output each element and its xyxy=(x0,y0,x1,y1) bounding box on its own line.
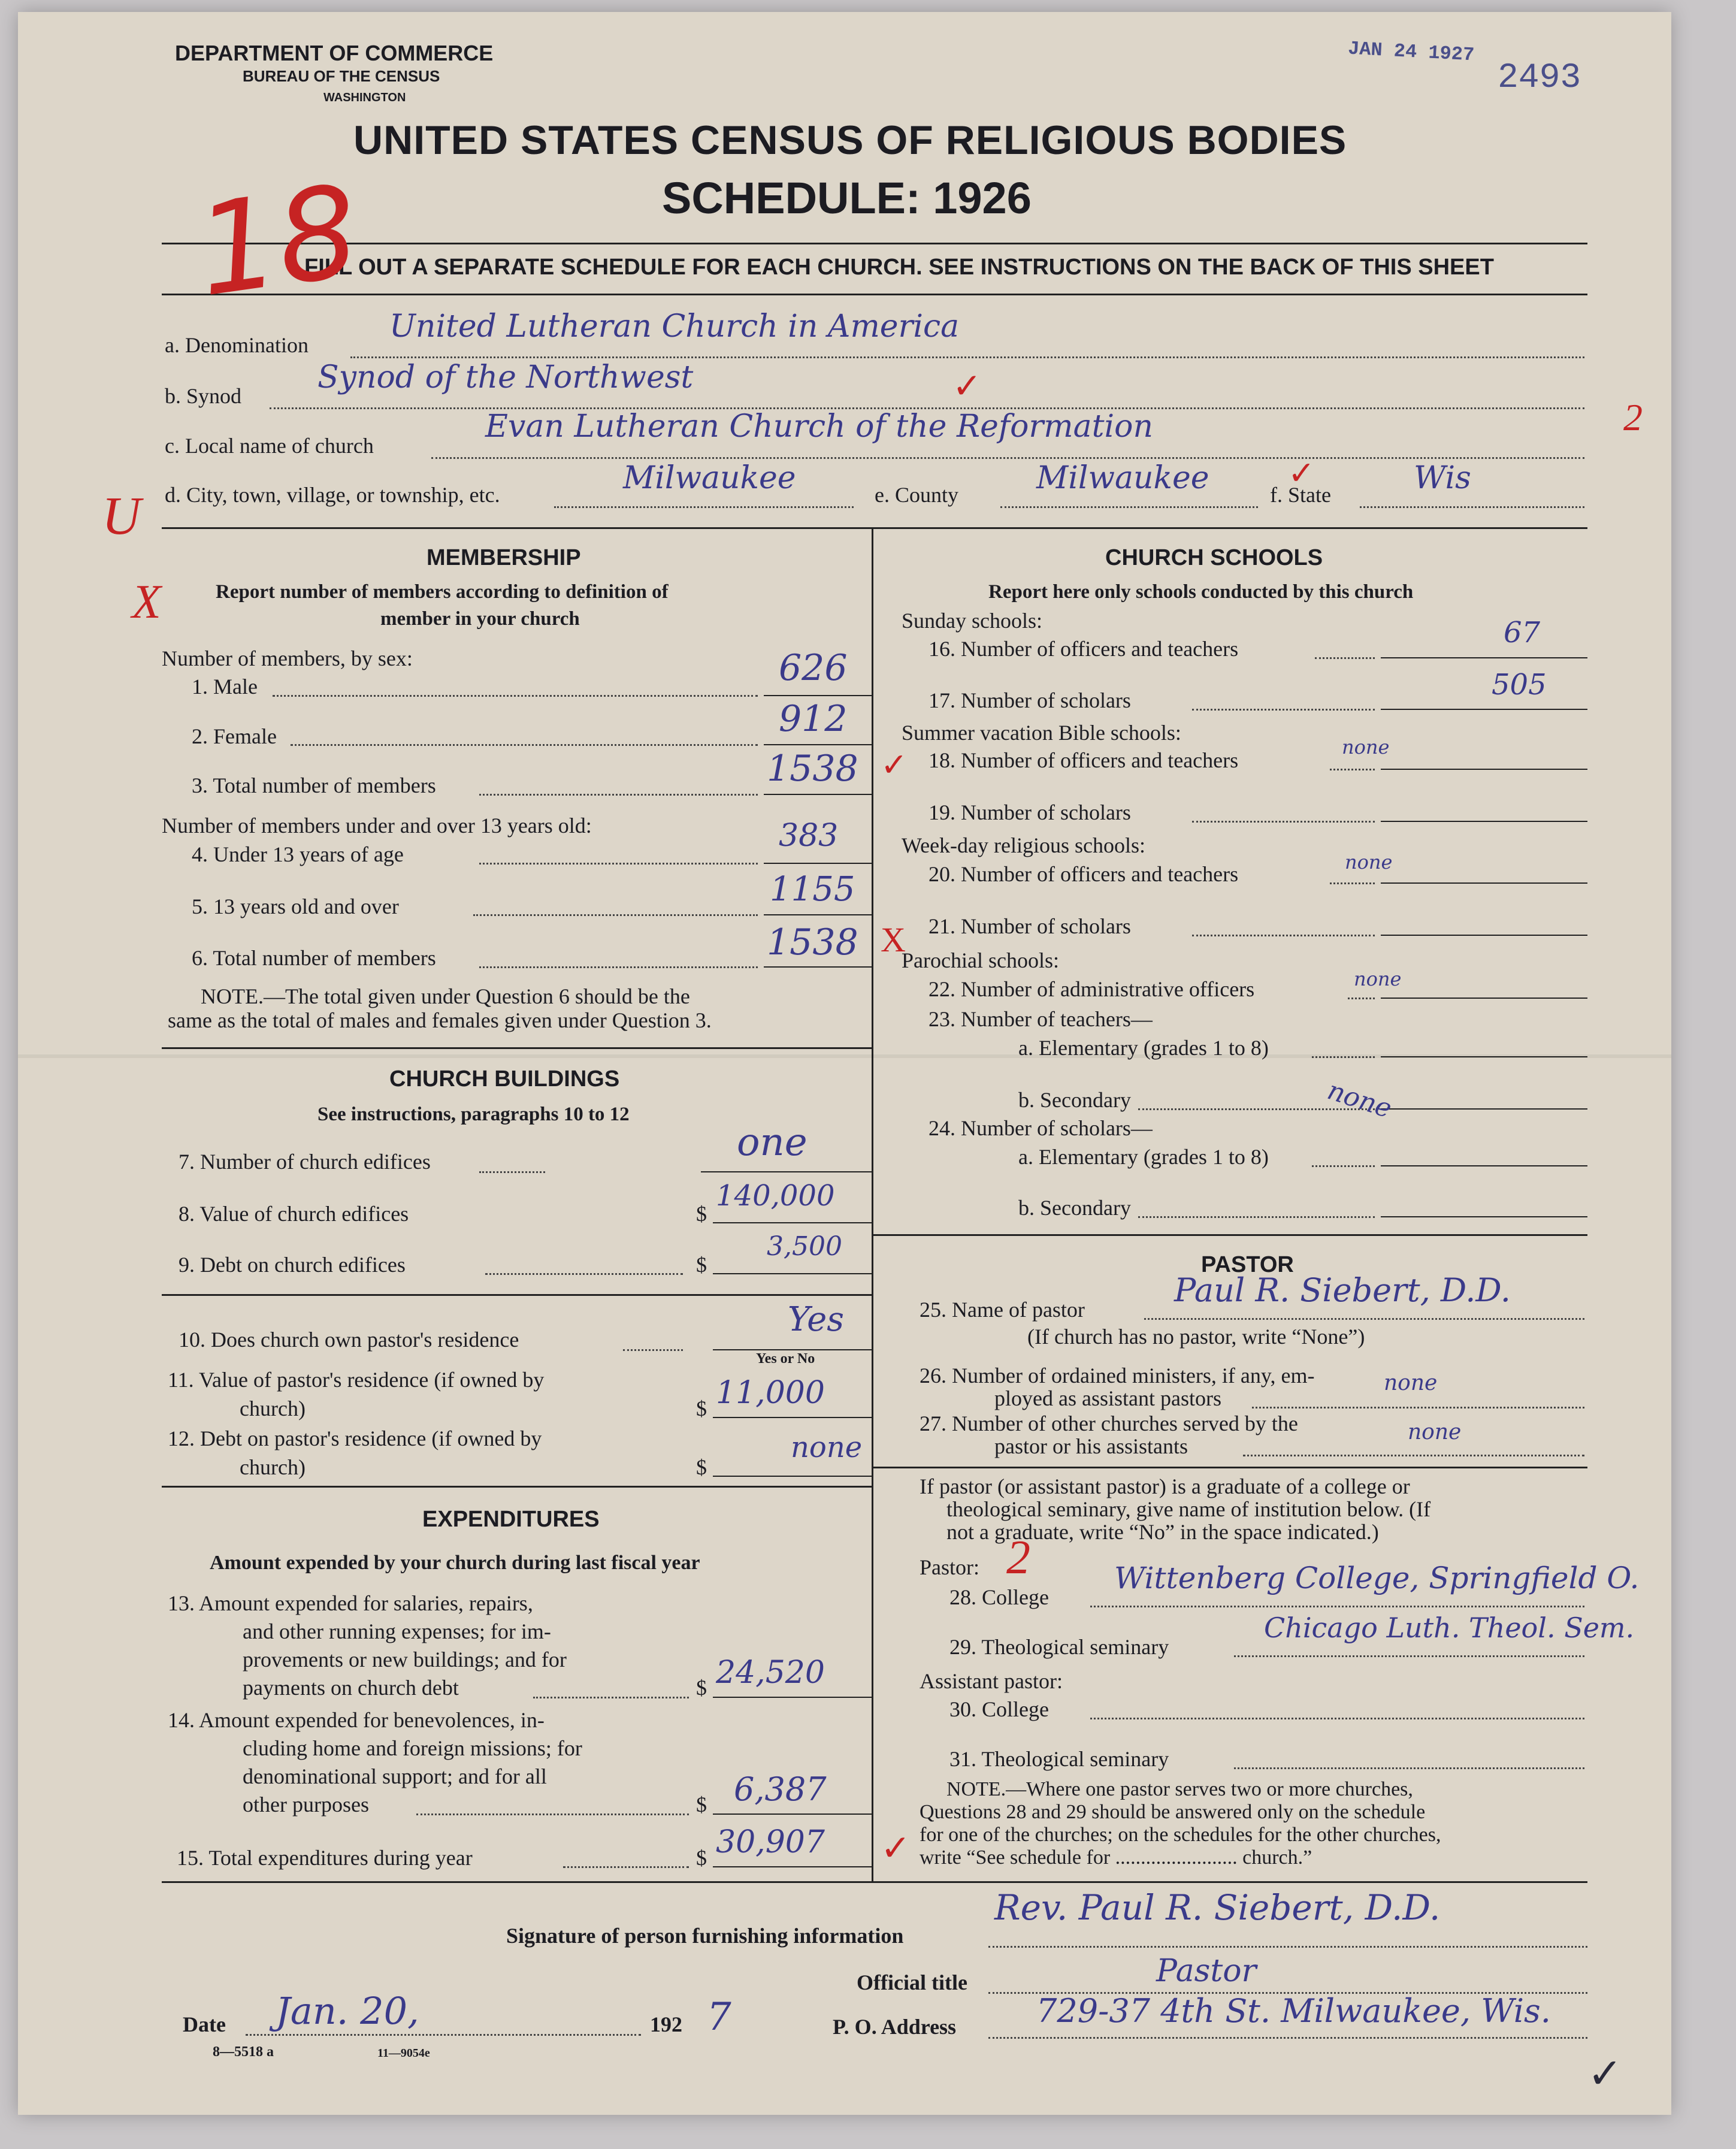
q28-label: 28. College xyxy=(949,1585,1049,1609)
by-sex-label: Number of members, by sex: xyxy=(162,646,413,670)
synod-label: b. Synod xyxy=(165,384,242,408)
received-date-stamp: JAN 24 1927 xyxy=(1347,37,1475,67)
q6-value: 1538 xyxy=(767,921,858,963)
rule xyxy=(162,294,1587,295)
q13-line-2: and other running expenses; for im- xyxy=(243,1619,551,1643)
schools-sub: Report here only schools conducted by this church xyxy=(988,581,1414,603)
q11-value: 11,000 xyxy=(716,1375,825,1411)
summer-schools-label: Summer vacation Bible schools: xyxy=(902,721,1181,745)
q23-24-value: none xyxy=(1323,1075,1396,1125)
q29-value: Chicago Luth. Theol. Sem. xyxy=(1264,1612,1635,1644)
q20-label: 20. Number of officers and teachers xyxy=(929,862,1239,886)
q13-line-3: provements or new buildings; and for xyxy=(243,1648,567,1672)
pastor-note-2: Questions 28 and 29 should be answered only on the schedule xyxy=(920,1801,1426,1823)
q25-value: Paul R. Siebert, D.D. xyxy=(1174,1271,1511,1309)
membership-note-1: NOTE.—The total given under Question 6 should be the xyxy=(201,984,690,1008)
q24-label: 24. Number of scholars— xyxy=(929,1116,1153,1140)
q23-label: 23. Number of teachers— xyxy=(929,1007,1153,1031)
q22-label: 22. Number of administrative officers xyxy=(929,977,1255,1001)
city-label: WASHINGTON xyxy=(323,91,406,104)
instruction-banner: FILL OUT A SEPARATE SCHEDULE FOR EACH CHURCH. SEE INSTRUCTIONS ON THE BACK OF THIS SHEET xyxy=(304,255,1494,280)
buildings-sub: See instructions, paragraphs 10 to 12 xyxy=(317,1104,630,1125)
year-prefix: 192 xyxy=(650,2012,682,2036)
q10-hint: Yes or No xyxy=(756,1351,815,1367)
date-value: Jan. 20, xyxy=(276,1989,419,2033)
census-schedule-sheet: DEPARTMENT OF COMMERCE BUREAU OF THE CENSUS WASHINGTON JAN 24 1927 2493 UNITED STATES CENSUS OF RELIGIOUS BODIES SCHEDULE: 1926 FILL OUT A SEPARATE SCHEDULE FOR EACH CHURCH. SEE INSTRUCTIONS ON THE BACK OF THIS SHEET a. Denomination United Lutheran Church in America b. Synod Synod of the Northwest ✓ c. Local name of church Evan Lutheran Church of the Reformation 2 d. City, town, village, or township, etc. Milwaukee e. County Milwaukee f. State Wis ✓ 18 U X MEMBERSHIP Report number of members according to definition of member in your church Number of members, by sex: 1. Male 626 2. Female 912 3. Total number of members 1538 ✓ Number of members under and over 13 years old: 4. Under 13 years of age 383 5. 13 years old and over 1155 6. Total number of members 1538 X NOTE.—The total given under Question 6 should be the same as the total of males and females given under Question 3. CHURCH BUILDINGS See instructions, paragraphs 10 to 12 7. Number of church edifices one 8. Value of church edifices $ 140,000 9. Debt on church edifices $ 3,500 10. Does church own pastor's residence Yes Yes or No 11. Value of pastor's residence (if owned by church) $ 11,000 12. Debt on pastor's residence (if owned by church) $ none EXPENDITURES Amount expended by your church during last fiscal year 13. Amount expended for salaries, repairs, and other running expenses; for im- provements or new buildings; and for payments on church debt $ 24,520 14. Amount expended for benevolences, in- cluding home and foreign missions; for denominational support; and for all other purposes $ 6,387 15. Total expenditures during year $ 30,907 ✓ CHURCH SCHOOLS Report here only schools conducted by this church Sunday schools: 16. Number of officers and teachers 67 17. Number of scholars 505 Summer vacation Bible schools: 18. Number of officers and teachers none 19. Number of scholars Week-day religious schools: 20. Number of officers and teachers none 21. Number of scholars Parochial schools: 22. Number of administrative officers none 23. Number of teachers— a. Elementary (grades 1 to 8) b. Secondary none 24. Number of scholars— a. Elementary (grades 1 to 8) b. Secondary PASTOR 25. Name of pastor Paul R. Siebert, D.D. (If church has no pastor, write “None”) 26. Number of ordained ministers, if any, em- ployed as assistant pastors none 27. Number of other churches served by the pastor or his assistants none If pastor (or assistant pastor) is a graduate of a college or theological seminary, give name of institution below. (If not a graduate, write “No” in the space indicated.) Pastor: 2 28. College Wittenberg College, Springfield O. 29. Theological seminary Chicago Luth. Theol. Sem. Assistant pastor: 30. College 31. Theological seminary NOTE.—Where one pastor serves two or more churches, Questions 28 and 29 should be answered only on the schedule for one of the churches; on the schedules for the other churches, write “See schedule for ........................ church.” Signature of person furnishing information Rev. Paul R. Siebert, D.D. Official title Pastor Date Jan. 20, 192 7 P. O. Address 729-37 4th St. Milwaukee, Wis. ✓ 8—5518 a 11—9054e xyxy=(18,12,1671,2115)
rule xyxy=(162,243,1587,244)
signature-value: Rev. Paul R. Siebert, D.D. xyxy=(994,1887,1441,1928)
official-title-value: Pastor xyxy=(1156,1953,1257,1989)
membership-heading: MEMBERSHIP xyxy=(427,545,581,570)
pastor-note-4: write “See schedule for ........................ church.” xyxy=(920,1846,1312,1869)
synod-check-mark: ✓ xyxy=(952,367,982,406)
q27-value: none xyxy=(1408,1420,1462,1444)
q1-value: 626 xyxy=(779,647,848,689)
state-value: Wis xyxy=(1414,460,1471,496)
q7-label: 7. Number of church edifices xyxy=(179,1150,431,1174)
q12-label-b: church) xyxy=(240,1455,306,1479)
q6-x-mark: X xyxy=(881,920,906,959)
q20-value: none xyxy=(1345,851,1393,873)
q5-value: 1155 xyxy=(770,870,855,909)
q13-value: 24,520 xyxy=(716,1655,825,1691)
q19-label: 19. Number of scholars xyxy=(929,800,1131,824)
parochial-schools-label: Parochial schools: xyxy=(902,948,1059,972)
q23a-label: a. Elementary (grades 1 to 8) xyxy=(1018,1036,1269,1060)
q22-value: none xyxy=(1354,968,1402,990)
q9-label: 9. Debt on church edifices xyxy=(179,1253,406,1277)
city-value: Milwaukee xyxy=(623,460,796,496)
q3-label: 3. Total number of members xyxy=(192,773,436,797)
q25-label: 25. Name of pastor xyxy=(920,1298,1085,1322)
q21-label: 21. Number of scholars xyxy=(929,914,1131,938)
county-label: e. County xyxy=(875,483,958,507)
q10-label: 10. Does church own pastor's residence xyxy=(179,1328,519,1352)
expenditures-heading: EXPENDITURES xyxy=(422,1507,600,1532)
form-number: 8—5518 a xyxy=(213,2044,274,2060)
state-label: f. State xyxy=(1270,483,1331,507)
form-title: UNITED STATES CENSUS OF RELIGIOUS BODIES xyxy=(353,117,1347,163)
denomination-label: a. Denomination xyxy=(165,333,309,357)
membership-sub2: member in your church xyxy=(380,608,580,630)
q1-label: 1. Male xyxy=(192,675,258,699)
q14-line-3: denominational support; and for all xyxy=(243,1764,547,1788)
q11-label-b: church) xyxy=(240,1397,306,1420)
q11-label-a: 11. Value of pastor's residence (if owned by xyxy=(168,1368,545,1392)
q26-value: none xyxy=(1384,1371,1438,1395)
county-value: Milwaukee xyxy=(1036,460,1209,496)
sunday-schools-label: Sunday schools: xyxy=(902,609,1043,633)
q28-value: Wittenberg College, Springfield O. xyxy=(1114,1561,1640,1595)
q14-value: 6,387 xyxy=(734,1770,827,1808)
q24b-label: b. Secondary xyxy=(1018,1196,1131,1220)
print-number: 11—9054e xyxy=(377,2047,430,2060)
official-title-label: Official title xyxy=(857,1970,967,1994)
pastor-heading: PASTOR xyxy=(1201,1252,1294,1277)
q18-value: none xyxy=(1342,736,1390,758)
q5-label: 5. 13 years old and over xyxy=(192,894,399,918)
q12-label-a: 12. Debt on pastor's residence (if owned by xyxy=(168,1426,542,1450)
expenditures-sub: Amount expended by your church during last fiscal year xyxy=(210,1552,700,1574)
corner-red-number: 18 xyxy=(188,157,367,325)
q8-label: 8. Value of church edifices xyxy=(179,1202,409,1226)
column-divider xyxy=(872,527,873,1881)
q8-value: 140,000 xyxy=(716,1179,835,1213)
membership-note-2: same as the total of males and females given under Question 3. xyxy=(168,1008,712,1032)
q4-value: 383 xyxy=(779,818,839,854)
q3-value: 1538 xyxy=(767,748,858,790)
membership-sub1: Report number of members according to definition of xyxy=(216,581,669,603)
buildings-heading: CHURCH BUILDINGS xyxy=(389,1066,620,1092)
q13-line-1: 13. Amount expended for salaries, repairs, xyxy=(168,1591,533,1615)
age-heading: Number of members under and over 13 years old: xyxy=(162,814,592,838)
date-label: Date xyxy=(183,2012,226,2036)
q26-label-a: 26. Number of ordained ministers, if any, em- xyxy=(920,1364,1315,1388)
q10-value: Yes xyxy=(788,1300,844,1339)
q9-value: 3,500 xyxy=(767,1231,842,1262)
weekday-schools-label: Week-day religious schools: xyxy=(902,833,1146,857)
bureau-label: BUREAU OF THE CENSUS xyxy=(243,67,440,85)
graduate-instruction-1: If pastor (or assistant pastor) is a graduate of a college or xyxy=(920,1474,1410,1498)
schools-heading: CHURCH SCHOOLS xyxy=(1105,545,1323,570)
pastor-note-1: NOTE.—Where one pastor serves two or more churches, xyxy=(946,1778,1413,1800)
q25-note: (If church has no pastor, write “None”) xyxy=(1027,1325,1365,1349)
q16-label: 16. Number of officers and teachers xyxy=(929,637,1239,661)
church-red-mark: 2 xyxy=(1623,396,1643,439)
schedule-year: SCHEDULE: 1926 xyxy=(662,173,1032,223)
q2-label: 2. Female xyxy=(192,724,277,748)
q18-label: 18. Number of officers and teachers xyxy=(929,748,1239,772)
q12-value: none xyxy=(791,1431,863,1464)
pastor-subhead: Pastor: xyxy=(920,1555,980,1579)
q30-label: 30. College xyxy=(949,1697,1049,1721)
schedule-number-stamp: 2493 xyxy=(1498,59,1581,98)
state-check-mark: ✓ xyxy=(1288,455,1315,491)
q15-label: 15. Total expenditures during year xyxy=(177,1846,473,1870)
signature-label: Signature of person furnishing information xyxy=(506,1924,904,1948)
pastor-note-3: for one of the churches; on the schedules for the other churches, xyxy=(920,1824,1441,1846)
denomination-value: United Lutheran Church in America xyxy=(389,309,960,344)
church-name-value: Evan Lutheran Church of the Reformation xyxy=(485,409,1153,445)
year-digit: 7 xyxy=(707,1995,731,2039)
q26-label-b: ployed as assistant pastors xyxy=(994,1386,1221,1410)
q14-line-2: cluding home and foreign missions; for xyxy=(243,1736,582,1760)
assistant-pastor-subhead: Assistant pastor: xyxy=(920,1669,1063,1693)
po-address-value: 729-37 4th St. Milwaukee, Wis. xyxy=(1036,1992,1551,2030)
q2-value: 912 xyxy=(779,698,848,740)
department-label: DEPARTMENT OF COMMERCE xyxy=(175,41,494,65)
q24a-label: a. Elementary (grades 1 to 8) xyxy=(1018,1145,1269,1169)
q6-label: 6. Total number of members xyxy=(192,946,436,970)
po-address-label: P. O. Address xyxy=(833,2015,957,2039)
q15-value: 30,907 xyxy=(716,1824,825,1860)
q3-check: ✓ xyxy=(881,747,908,783)
q23b-label: b. Secondary xyxy=(1018,1088,1131,1112)
graduate-instruction-3: not a graduate, write “No” in the space indicated.) xyxy=(946,1520,1379,1544)
q29-label: 29. Theological seminary xyxy=(949,1635,1169,1659)
q31-label: 31. Theological seminary xyxy=(949,1747,1169,1771)
q14-line-4: other purposes xyxy=(243,1793,369,1816)
margin-u-mark: U xyxy=(102,486,141,546)
q7-value: one xyxy=(737,1120,807,1165)
graduate-instruction-2: theological seminary, give name of institution below. (If xyxy=(946,1497,1431,1521)
synod-value: Synod of the Northwest xyxy=(317,359,694,395)
q14-line-1: 14. Amount expended for benevolences, in- xyxy=(168,1708,545,1732)
q13-line-4: payments on church debt xyxy=(243,1676,459,1700)
margin-x-mark: X xyxy=(132,576,161,628)
church-name-label: c. Local name of church xyxy=(165,434,374,458)
q27-label-b: pastor or his assistants xyxy=(994,1434,1188,1458)
q15-check: ✓ xyxy=(881,1828,911,1868)
q27-label-a: 27. Number of other churches served by the xyxy=(920,1411,1298,1435)
q17-value: 505 xyxy=(1492,668,1547,702)
address-check: ✓ xyxy=(1587,2051,1623,2097)
q4-label: 4. Under 13 years of age xyxy=(192,842,404,866)
q17-label: 17. Number of scholars xyxy=(929,688,1131,712)
city-label: d. City, town, village, or township, etc. xyxy=(165,483,500,507)
pastor-red-mark: 2 xyxy=(1006,1531,1030,1584)
q16-value: 67 xyxy=(1504,616,1541,649)
